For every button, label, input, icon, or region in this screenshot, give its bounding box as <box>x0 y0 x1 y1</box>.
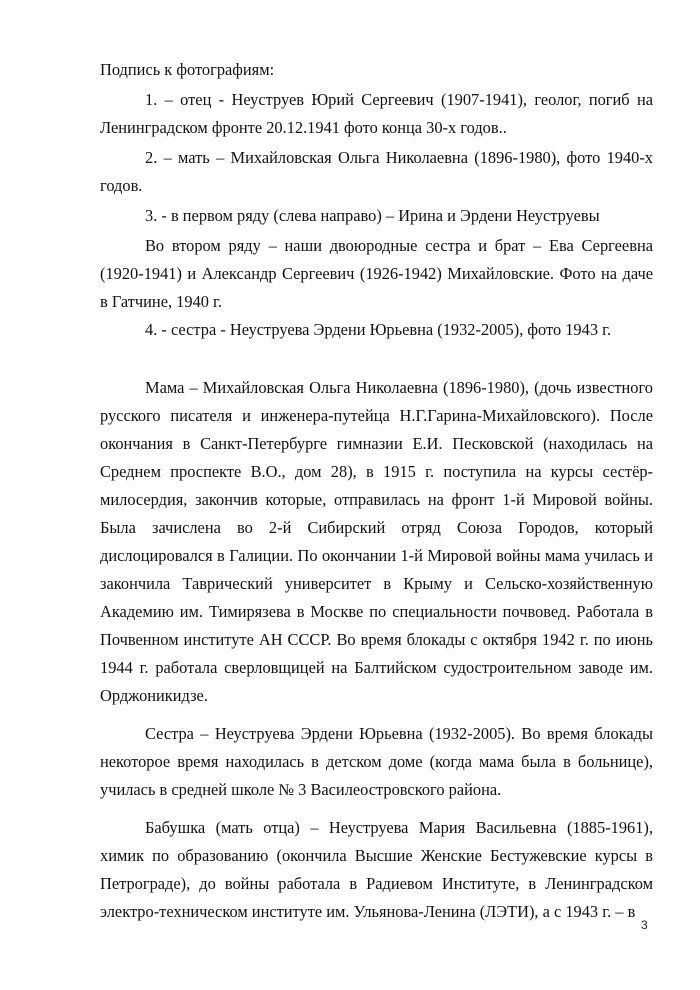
caption-item-1: 1. – отец - Неуструев Юрий Сергеевич (1907-1941), геолог, погиб на Ленинградском фронте 20.12.1941 фото конца 30-х годов.. <box>100 90 653 137</box>
document-page <box>100 56 653 936</box>
caption-item-3-continued: Во втором ряду – наши двоюродные сестра и брат – Ева Сергеевна (1920-1941) и Александр Сергеевич (1926-1942) Михайловские. Фото на даче в Гатчине, 1940 г. <box>100 236 653 311</box>
paragraph-mother: Мама – Михайловская Ольга Николаевна (1896-1980), (дочь известного русского писателя и инженера-путейца Н.Г.Гарина-Михайловского). После окончания в Санкт-Петербурге гимназии Е.И. Песковской (находилась на Среднем проспекте В.О., дом 28), в 1915 г. поступила на курсы сестёр-милосердия, закончив которые, отправилась на фронт 1-й Мировой войны. Была зачислена во 2-й Сибирский отряд Союза Городов, который дислоцировался в Галиции. По окончании 1-й Мировой войны мама училась и закончила Таврический университет в Крыму и Сельско-хозяйственную Академию им. Тимирязева в Москве по специальности почвовед. Работала в Почвенном институте АН СССР. Во время блокады с октября 1942 г. по июнь 1944 г. работала сверловщицей на Балтийском судостроительном заводе им. Орджоникидзе. <box>100 378 653 705</box>
caption-item-4: 4. - сестра - Неуструева Эрдени Юрьевна (1932-2005), фото 1943 г. <box>145 320 612 339</box>
caption-item-3: 3. - в первом ряду (слева направо) – Ирина и Эрдени Неуструевы <box>145 206 600 225</box>
section-gap <box>100 344 653 374</box>
caption-item-2: 2. – мать – Михайловская Ольга Николаевна (1896-1980), фото 1940-х годов. <box>100 148 653 195</box>
caption-title: Подпись к фотографиям: <box>100 60 275 79</box>
page-number: 3 <box>641 918 648 932</box>
paragraph-grandmother: Бабушка (мать отца) – Неуструева Мария Васильевна (1885-1961), химик по образованию (окончила Высшие Женские Бестужевские курсы в Петрограде), до войны работала в Радиевом Институте, в Ленинградском электро-техническом институте им. Ульянова-Ленина (ЛЭТИ), а с 1943 г. – в <box>100 818 653 921</box>
paragraph-sister: Сестра – Неуструева Эрдени Юрьевна (1932-2005). Во время блокады некоторое время находилась в детском доме (когда мама была в больнице), училась в средней школе № 3 Василеостровского района. <box>100 724 653 799</box>
